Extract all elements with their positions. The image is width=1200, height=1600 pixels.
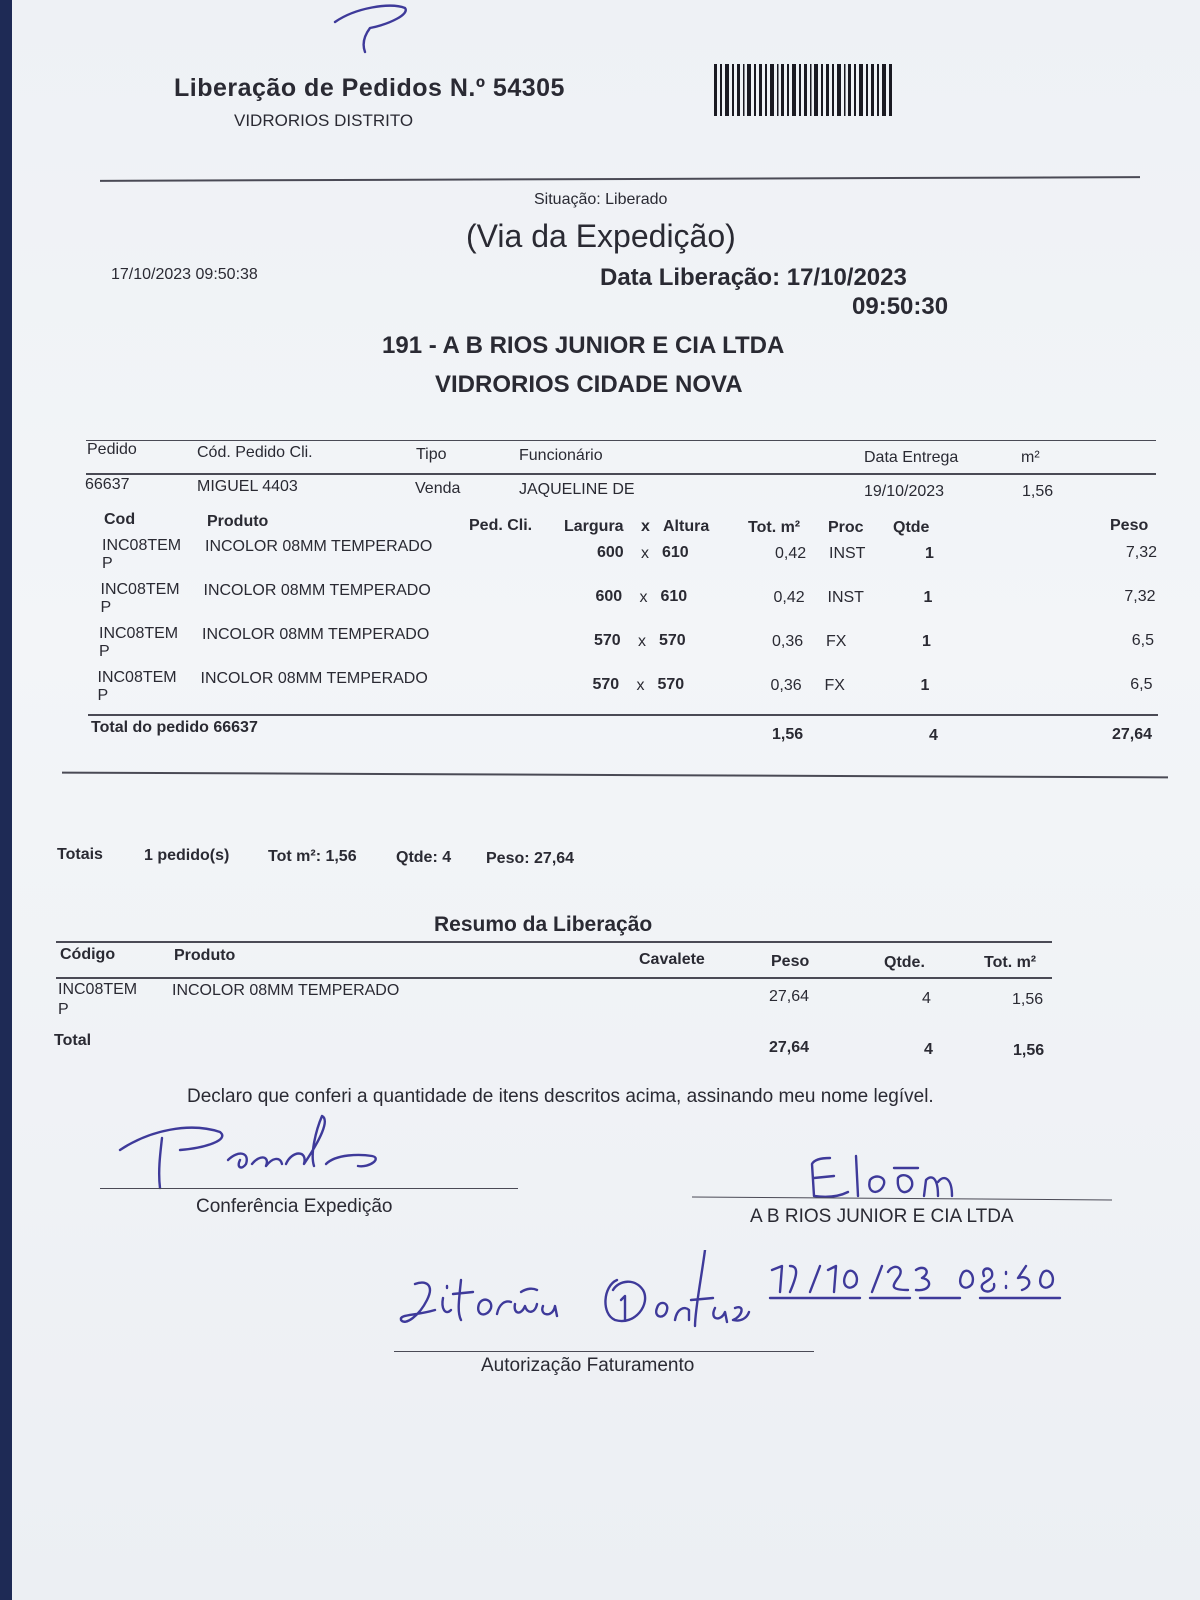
order-total-label: Total do pedido 66637 bbox=[91, 719, 258, 736]
handwritten-mark bbox=[320, 0, 420, 60]
item-largura: 570 bbox=[594, 632, 621, 649]
company-subtitle: VIDRORIOS DISTRITO bbox=[234, 111, 414, 130]
items-col-qtde: Qtde bbox=[893, 519, 930, 536]
order-tipo: Venda bbox=[415, 480, 461, 497]
items-col-produto: Produto bbox=[207, 513, 269, 530]
item-cod: INC08TEM bbox=[102, 537, 182, 554]
item-altura: 610 bbox=[660, 588, 688, 605]
summary-col-cavalete: Cavalete bbox=[639, 951, 705, 968]
status-text: Situação: Liberado bbox=[534, 191, 668, 208]
col-cod-pedido-cli: Cód. Pedido Cli. bbox=[197, 444, 313, 461]
signature-conferencia bbox=[110, 1110, 410, 1190]
document-title: Liberação de Pedidos N.º 54305 bbox=[174, 74, 565, 102]
signature-line-autorizacao bbox=[394, 1351, 814, 1352]
totals-peso: Peso: 27,64 bbox=[486, 850, 575, 867]
order-cod-cli: MIGUEL 4403 bbox=[197, 478, 298, 495]
background-edge bbox=[0, 0, 12, 1600]
item-largura: 600 bbox=[597, 544, 624, 561]
autorizacao-label: Autorização Faturamento bbox=[481, 1355, 695, 1376]
items-col-altura: Altura bbox=[663, 518, 710, 535]
item-qtde: 1 bbox=[922, 633, 931, 650]
print-timestamp: 17/10/2023 09:50:38 bbox=[111, 266, 258, 283]
order-funcionario: JAQUELINE DE bbox=[519, 481, 635, 498]
summary-total-label: Total bbox=[54, 1032, 92, 1049]
item-altura: 570 bbox=[657, 676, 685, 693]
order-pedido: 66637 bbox=[85, 476, 130, 493]
col-tipo: Tipo bbox=[416, 446, 447, 463]
copy-type: (Via da Expedição) bbox=[466, 218, 736, 254]
order-data-entrega: 19/10/2023 bbox=[864, 483, 945, 500]
item-altura: 610 bbox=[662, 544, 689, 561]
items-col-x: x bbox=[641, 518, 650, 535]
item-largura: 600 bbox=[595, 588, 623, 605]
item-peso: 6,5 bbox=[1131, 632, 1154, 649]
order-total-peso: 27,64 bbox=[1112, 726, 1153, 743]
item-peso: 7,32 bbox=[1124, 588, 1156, 605]
items-col-cod: Cod bbox=[104, 511, 136, 528]
summary-total-peso: 27,64 bbox=[769, 1039, 810, 1056]
order-top-rule bbox=[86, 440, 1156, 441]
order-m2: 1,56 bbox=[1022, 483, 1054, 500]
item-produto: INCOLOR 08MM TEMPERADO bbox=[200, 670, 428, 687]
summary-row-cod: INC08TEM bbox=[58, 981, 138, 998]
item-cod-suffix: P bbox=[100, 599, 112, 616]
summary-col-qtde: Qtde. bbox=[884, 954, 925, 971]
items-col-largura: Largura bbox=[564, 518, 624, 535]
items-col-tot-m2: Tot. m² bbox=[748, 519, 801, 536]
section-divider bbox=[62, 772, 1168, 779]
col-pedido: Pedido bbox=[87, 441, 137, 458]
item-tot-m2: 0,36 bbox=[772, 633, 804, 650]
totals-pedidos: 1 pedido(s) bbox=[144, 847, 230, 864]
totals-m2: Tot m²: 1,56 bbox=[268, 848, 357, 865]
item-tot-m2: 0,36 bbox=[770, 677, 802, 694]
items-col-proc: Proc bbox=[828, 519, 864, 536]
order-header-rule bbox=[86, 473, 1156, 475]
summary-col-peso: Peso bbox=[771, 953, 810, 970]
item-produto: INCOLOR 08MM TEMPERADO bbox=[202, 626, 430, 643]
summary-col-codigo: Código bbox=[60, 946, 116, 963]
release-time: 09:50:30 bbox=[852, 293, 949, 320]
summary-col-produto: Produto bbox=[174, 947, 236, 964]
item-qtde: 1 bbox=[920, 677, 930, 694]
summary-title: Resumo da Liberação bbox=[434, 913, 653, 936]
item-proc: INST bbox=[829, 545, 866, 562]
item-tot-m2: 0,42 bbox=[773, 589, 805, 606]
item-proc: FX bbox=[824, 677, 845, 694]
item-cod-suffix: P bbox=[99, 643, 110, 660]
customer-name: 191 - A B RIOS JUNIOR E CIA LTDA bbox=[382, 332, 785, 359]
item-peso: 6,5 bbox=[1130, 676, 1153, 693]
order-total-qtde: 4 bbox=[929, 727, 938, 744]
totals-qtde: Qtde: 4 bbox=[396, 849, 452, 866]
item-proc: FX bbox=[826, 633, 847, 650]
summary-row-qtde: 4 bbox=[922, 990, 931, 1007]
item-altura: 570 bbox=[659, 632, 686, 649]
items-total-rule bbox=[88, 714, 1158, 716]
item-peso: 7,32 bbox=[1125, 544, 1157, 561]
company-signature-label: A B RIOS JUNIOR E CIA LTDA bbox=[750, 1206, 1014, 1227]
item-produto: INCOLOR 08MM TEMPERADO bbox=[203, 582, 431, 599]
item-x: x bbox=[641, 545, 649, 562]
summary-total-tot: 1,56 bbox=[1013, 1042, 1045, 1059]
item-x: x bbox=[639, 589, 648, 606]
summary-header-rule bbox=[56, 977, 1052, 979]
item-qtde: 1 bbox=[925, 545, 934, 562]
signature-autorizacao bbox=[395, 1250, 795, 1350]
summary-row-tot: 1,56 bbox=[1012, 991, 1044, 1008]
totals-label: Totais bbox=[57, 846, 103, 863]
summary-row-cod-suffix: P bbox=[58, 1001, 69, 1018]
item-x: x bbox=[638, 633, 646, 650]
signature-line-conferencia bbox=[100, 1188, 518, 1189]
item-qtde: 1 bbox=[923, 589, 933, 606]
declaration-text: Declaro que conferi a quantidade de itens descritos acima, assinando meu nome legível. bbox=[187, 1086, 934, 1107]
item-largura: 570 bbox=[592, 676, 620, 693]
summary-total-qtde: 4 bbox=[924, 1041, 933, 1058]
item-tot-m2: 0,42 bbox=[775, 545, 807, 562]
customer-branch: VIDRORIOS CIDADE NOVA bbox=[435, 371, 743, 398]
item-produto: INCOLOR 08MM TEMPERADO bbox=[205, 538, 433, 555]
item-cod: INC08TEM bbox=[99, 625, 179, 642]
summary-row-produto: INCOLOR 08MM TEMPERADO bbox=[172, 982, 400, 999]
items-col-ped-cli: Ped. Cli. bbox=[469, 517, 533, 534]
item-cod: INC08TEM bbox=[97, 669, 177, 686]
header-divider bbox=[100, 176, 1140, 182]
barcode bbox=[714, 64, 898, 120]
handwritten-date bbox=[760, 1258, 1080, 1308]
order-total-m2: 1,56 bbox=[772, 726, 804, 743]
item-x: x bbox=[636, 677, 645, 694]
summary-col-tot-m2: Tot. m² bbox=[984, 954, 1037, 971]
conferencia-label: Conferência Expedição bbox=[196, 1196, 393, 1217]
col-funcionario: Funcionário bbox=[519, 447, 603, 464]
item-cod-suffix: P bbox=[97, 687, 109, 704]
release-date: Data Liberação: 17/10/2023 bbox=[600, 264, 907, 291]
item-proc: INST bbox=[827, 589, 864, 606]
col-m2: m² bbox=[1021, 449, 1040, 466]
summary-row-peso: 27,64 bbox=[769, 988, 810, 1005]
items-col-peso: Peso bbox=[1110, 517, 1149, 534]
item-cod-suffix: P bbox=[102, 555, 113, 572]
col-data-entrega: Data Entrega bbox=[864, 449, 959, 466]
summary-top-rule bbox=[56, 941, 1052, 943]
item-cod: INC08TEM bbox=[100, 581, 180, 598]
